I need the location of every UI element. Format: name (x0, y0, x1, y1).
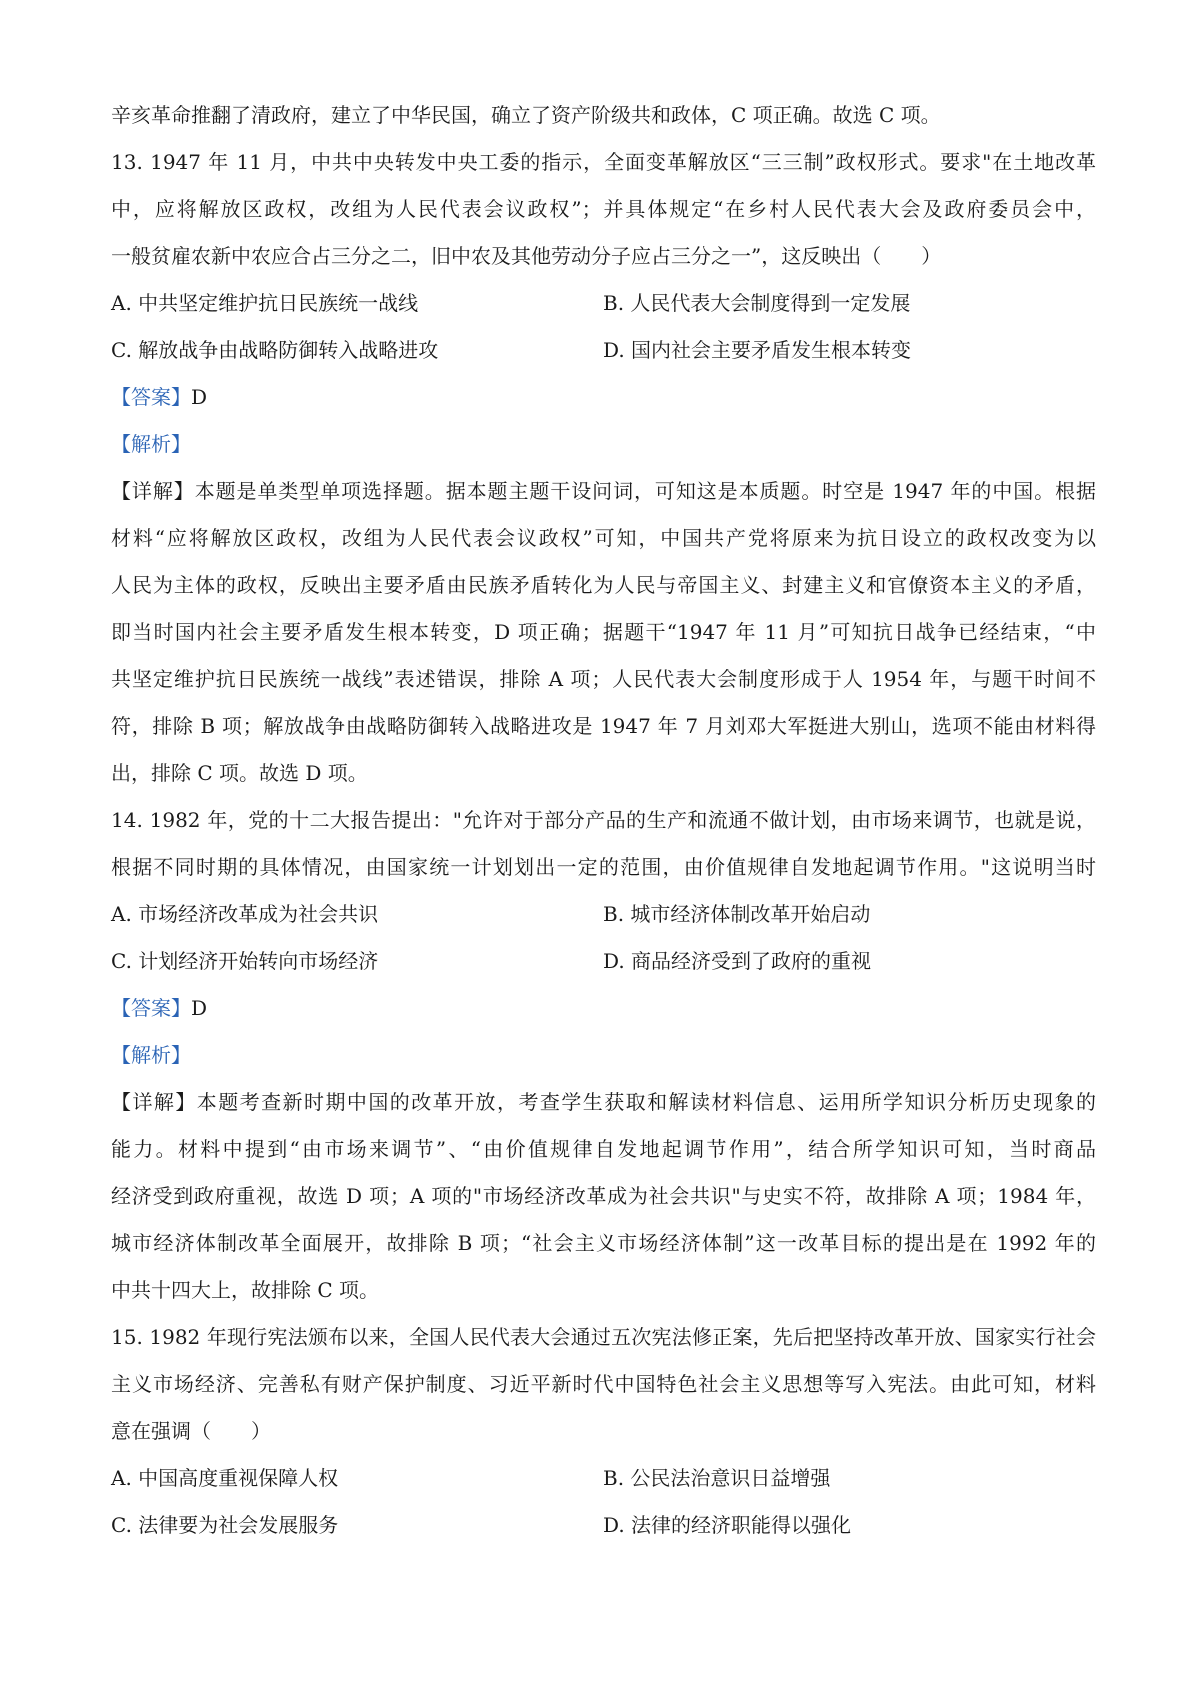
q15-stem-line-2: 主义市场经济、完善私有财产保护制度、习近平新时代中国特色社会主义思想等写入宪法。由此可知，材料 (111, 1372, 1096, 1396)
q14-detail-text-1: 本题考查新时期中国的改革开放，考查学生获取和解读材料信息、运用所学知识分析历史现象的 (196, 1090, 1096, 1114)
q13-stem-line-1: 13. 1947 年 11 月，中共中央转发中央工委的指示，全面变革解放区“三三制”政权形式。要求"在土地改革 (111, 150, 1096, 174)
q13-option-a[interactable]: A. 中共坚定维护抗日民族统一战线 (111, 291, 419, 315)
question-13 (111, 139, 1096, 797)
q13-detail-line-1 (111, 468, 1096, 515)
q15-options-row-1 (111, 1455, 1096, 1502)
q14-detail-line-1 (111, 1079, 1096, 1126)
q14-detail-line-3: 经济受到政府重视，故选 D 项；A 项的"市场经济改革成为社会共识"与史实不符，故排除 A 项；1984 年， (111, 1184, 1096, 1208)
q14-detail-line-4: 城市经济体制改革全面展开，故排除 B 项；“社会主义市场经济体制”这一改革目标的提出是在 1992 年的 (111, 1231, 1096, 1255)
q13-detail-line-3: 人民为主体的政权，反映出主要矛盾由民族矛盾转化为人民与帝国主义、封建主义和官僚资本主义的矛盾， (111, 573, 1096, 597)
question-15 (111, 1314, 1096, 1549)
q13-stem-line-3: 一般贫雇农新中农应合占三分之二，旧中农及其他劳动分子应占三分之一”，这反映出（ ） (111, 244, 942, 268)
q15-options-row-2 (111, 1502, 1096, 1549)
q13-option-d[interactable]: D. 国内社会主要矛盾发生根本转变 (603, 338, 912, 362)
q14-detail-line-5: 中共十四大上，故排除 C 项。 (111, 1278, 380, 1302)
q13-detail-line-4: 即当时国内社会主要矛盾发生根本转变，D 项正确；据题干“1947 年 11 月”可知抗日战争已经结束，“中 (111, 620, 1096, 644)
question-14 (111, 797, 1096, 1314)
q14-answer-value: D (191, 996, 208, 1020)
q13-answer-value: D (191, 385, 208, 409)
q14-option-d[interactable]: D. 商品经济受到了政府的重视 (603, 949, 872, 973)
q14-stem-line-2: 根据不同时期的具体情况，由国家统一计划划出一定的范围，由价值规律自发地起调节作用。"这说明当时 (111, 855, 1096, 879)
q15-stem-line-1: 15. 1982 年现行宪法颁布以来，全国人民代表大会通过五次宪法修正案，先后把坚持改革开放、国家实行社会 (111, 1325, 1096, 1349)
q14-detail-line-2: 能力。材料中提到“由市场来调节”、“由价值规律自发地起调节作用”，结合所学知识可知，当时商品 (111, 1137, 1096, 1161)
q14-stem-line-1: 14. 1982 年，党的十二大报告提出："允许对于部分产品的生产和流通不做计划，由市场来调节，也就是说， (111, 808, 1096, 832)
q13-options-row-1 (111, 280, 1096, 327)
q13-detail-text-1: 本题是单类型单项选择题。据本题主题干设问词，可知这是本质题。时空是 1947 年的中国。根据 (194, 479, 1096, 503)
q13-option-b[interactable]: B. 人民代表大会制度得到一定发展 (603, 291, 911, 315)
q13-detail-line-6: 符，排除 B 项；解放战争由战略防御转入战略进攻是 1947 年 7 月刘邓大军挺进大别山，选项不能由材料得 (111, 714, 1096, 738)
q14-answer-tag: 【答案】 (111, 996, 191, 1020)
q13-option-c[interactable]: C. 解放战争由战略防御转入战略进攻 (111, 338, 439, 362)
q15-option-b[interactable]: B. 公民法治意识日益增强 (603, 1466, 831, 1490)
q13-detail-line-5: 共坚定维护抗日民族统一战线”表述错误，排除 A 项；人民代表大会制度形成于人 1954 年，与题干时间不 (111, 667, 1096, 691)
q13-answer (111, 374, 1096, 421)
q15-option-c[interactable]: C. 法律要为社会发展服务 (111, 1513, 339, 1537)
q13-detail-line-2: 材料“应将解放区政权，改组为人民代表会议政权”可知，中国共产党将原来为抗日设立的政权改变为以 (111, 526, 1096, 550)
q13-detail-tag: 【详解】 (111, 479, 195, 503)
q14-option-c[interactable]: C. 计划经济开始转向市场经济 (111, 949, 379, 973)
q13-detail-line-7: 出，排除 C 项。故选 D 项。 (111, 761, 368, 785)
q14-option-b[interactable]: B. 城市经济体制改革开始启动 (603, 902, 871, 926)
q13-options-row-2 (111, 327, 1096, 374)
q15-option-a[interactable]: A. 中国高度重视保障人权 (111, 1466, 339, 1490)
intro-line: 辛亥革命推翻了清政府，建立了中华民国，确立了资产阶级共和政体，C 项正确。故选 C 项。 (111, 103, 941, 127)
q13-answer-tag: 【答案】 (111, 385, 191, 409)
document-page (111, 92, 1096, 1549)
q14-options-row-2 (111, 938, 1096, 985)
q13-analysis-tag: 【解析】 (111, 432, 191, 456)
q14-detail-tag: 【详解】 (111, 1090, 197, 1114)
q14-answer (111, 985, 1096, 1032)
q14-analysis-tag: 【解析】 (111, 1043, 191, 1067)
q13-stem-line-2: 中，应将解放区政权，改组为人民代表会议政权”；并具体规定“在乡村人民代表大会及政府委员会中， (111, 197, 1096, 221)
q15-option-d[interactable]: D. 法律的经济职能得以强化 (603, 1513, 852, 1537)
q14-analysis (111, 1032, 1096, 1079)
q14-option-a[interactable]: A. 市场经济改革成为社会共识 (111, 902, 379, 926)
q15-stem-line-3: 意在强调（ ） (111, 1419, 271, 1443)
q13-analysis (111, 421, 1096, 468)
q14-options-row-1 (111, 891, 1096, 938)
